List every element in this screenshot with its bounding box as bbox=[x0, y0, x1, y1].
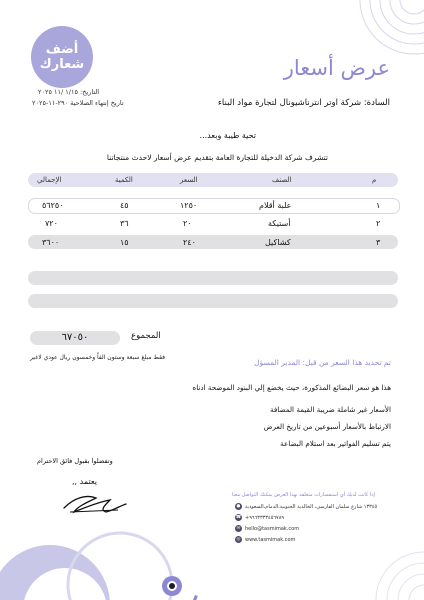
cell-num: ١ bbox=[376, 201, 381, 210]
table-row bbox=[28, 198, 400, 214]
table-row bbox=[28, 216, 398, 230]
phone-text: +٩٦٦٣٣٣٣٤٥٦٧٨٩ bbox=[245, 514, 285, 521]
page-title: عرض أسعار bbox=[283, 56, 390, 80]
logo-placeholder bbox=[31, 26, 93, 88]
phone-icon: ☎ bbox=[235, 515, 242, 520]
contact-phone bbox=[235, 514, 284, 521]
term-item: هذا هو سعر البضائع المذكورة، حيث يخضع إلي البنود الموضحة ادناه bbox=[192, 383, 391, 392]
intro-text: تتشرف شركة الدخيلة للتجارة العامة بتقديم عرض أسعار لاحدث منتجاتنا bbox=[106, 153, 328, 162]
cell-qty: ٣٦ bbox=[120, 219, 129, 228]
website-text[interactable]: www.tasmimak.com bbox=[245, 536, 296, 543]
cell-item: أستيكة bbox=[268, 219, 291, 228]
cell-num: ٣ bbox=[376, 238, 381, 247]
term-item: يتم تسليم الفواتير بعد استلام البضاعة bbox=[280, 439, 391, 448]
cell-total: ٣٦٠٠ bbox=[42, 238, 60, 247]
logo-line-2: شعارك bbox=[39, 57, 85, 72]
contact-email[interactable] bbox=[235, 525, 299, 532]
closing-text: وتفضلوا بقبول فائق الاحترام bbox=[37, 457, 113, 465]
quote-date: التاريخ: ١/١٥ /١١ ٢٠٢٥ bbox=[38, 88, 100, 96]
email-icon: ✉ bbox=[236, 526, 241, 531]
location-icon: ● bbox=[236, 504, 241, 509]
decorative-circles-top bbox=[334, 0, 424, 60]
header-total: الإجمالي bbox=[37, 176, 62, 184]
cell-total: ٥٦٢٥٠ bbox=[42, 201, 64, 210]
cell-item: كشاكيل bbox=[265, 238, 291, 247]
cell-total: ٧٢٠ bbox=[45, 219, 58, 228]
decorative-circles-bottom-right bbox=[354, 520, 424, 600]
table-row bbox=[28, 235, 398, 249]
contact-website[interactable] bbox=[235, 536, 295, 543]
header-price: السعر bbox=[180, 176, 198, 184]
term-item: الارتباط بالأسعار أسبوعين من تاريخ العرض bbox=[263, 422, 391, 431]
header-item: الصنف bbox=[272, 176, 292, 184]
approval-label: يعتمد ,, bbox=[72, 477, 97, 486]
term-item: الأسعار غير شاملة ضريبة القيمة المضافة bbox=[269, 405, 391, 414]
responsible-person: تم تحديد هذا السعر من قبل: المدير المسؤل bbox=[254, 358, 391, 367]
cell-num: ٢ bbox=[376, 219, 381, 228]
total-in-words: فقط مبلغ سبعة وستون الفاً وخمسون ريال عودي لاغير bbox=[30, 354, 166, 361]
cell-qty: ١٥ bbox=[120, 238, 129, 247]
greeting: تحية طيبة وبعد... bbox=[199, 131, 256, 140]
contact-intro: إذا كانت لديك أي استفسارات متعلقه بهذا العرض يمكنك التواصل معنا bbox=[232, 492, 375, 498]
signature bbox=[60, 490, 130, 520]
globe-icon: ◎ bbox=[236, 537, 241, 542]
empty-row bbox=[28, 294, 398, 308]
header-num: م bbox=[372, 176, 377, 184]
email-text[interactable]: hello@tasmimak.com bbox=[245, 525, 300, 532]
cell-price: ٢٠ bbox=[183, 219, 192, 228]
table-header bbox=[28, 173, 398, 187]
expiry-date: تاريخ إنتهاء الصلاحية ٢٩٠-١١-٢٠٢٥ bbox=[32, 99, 124, 107]
cell-price: ١٢٥٠ bbox=[180, 201, 198, 210]
cell-item: علبة أقلام bbox=[259, 201, 292, 210]
empty-row bbox=[28, 271, 398, 285]
contact-address bbox=[235, 503, 377, 510]
decorative-circles-bottom bbox=[0, 500, 200, 600]
cell-qty: ٤٥ bbox=[120, 201, 129, 210]
total-label: المجموع bbox=[131, 331, 161, 341]
total-value: ٦٧٠٥٠ bbox=[30, 331, 120, 345]
header-qty: الكمية bbox=[115, 176, 133, 184]
client-name: السادة: شركة اوتر انترناشيونال لتجارة مواد البناء bbox=[217, 98, 390, 108]
address-text: ١٣٣٤٥ شارع سلمان الفارسي، الخالدية الجنوبية،الدمام،السعودية bbox=[245, 503, 378, 510]
cell-price: ٢٤٠ bbox=[183, 238, 196, 247]
logo-line-1: أضف bbox=[45, 42, 79, 57]
